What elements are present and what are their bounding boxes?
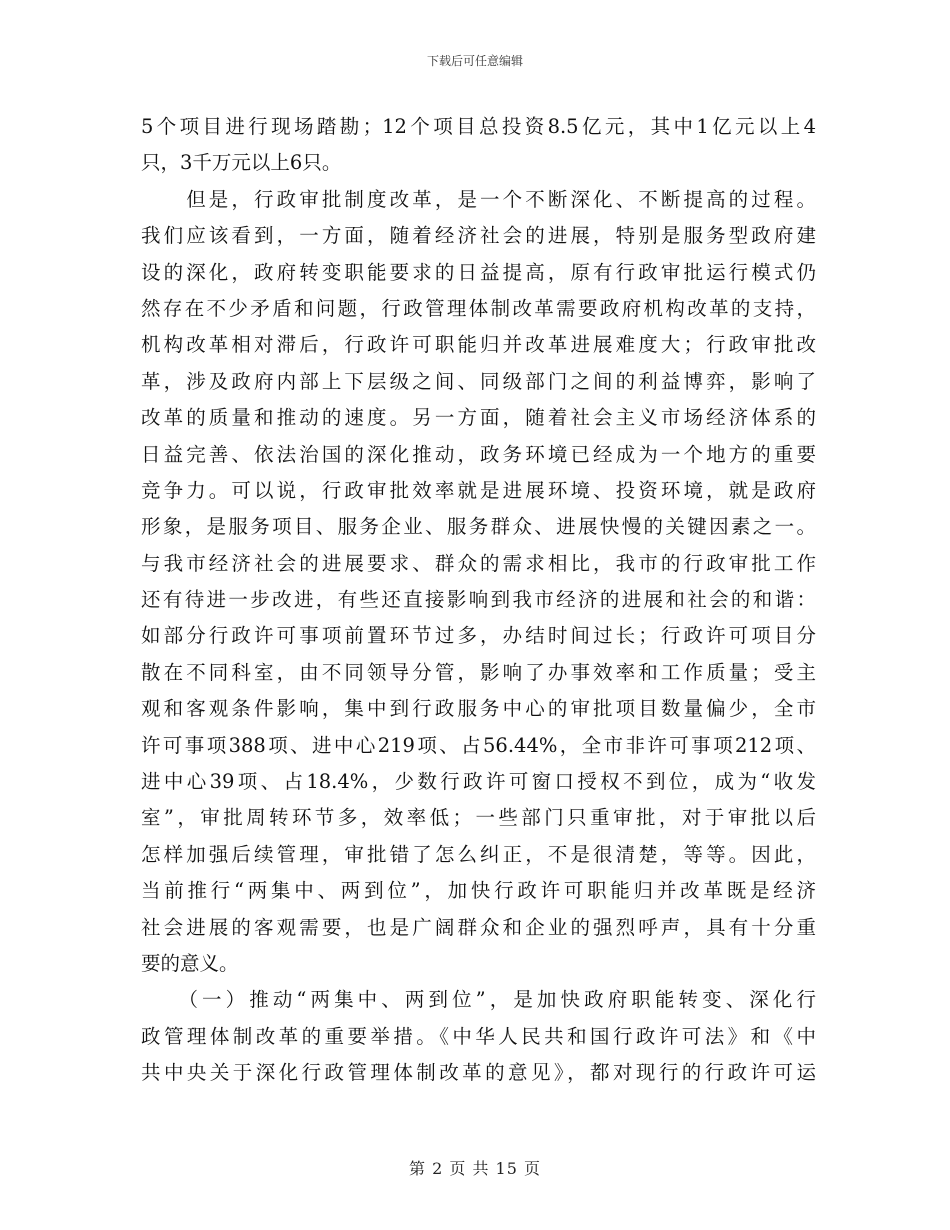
text-line: 5个项目进行现场踏勘；12个项目总投资8.5亿元，其中1亿元以上4 (141, 115, 816, 138)
text-line: 观和客观条件影响，集中到行政服务中心的审批项目数量偏少，全市 (141, 697, 816, 721)
text-line: 设的深化，政府转变职能要求的日益提高，原有行政审批运行模式仍 (141, 260, 816, 284)
text-line: 只，3千万元以上6只。 (141, 151, 342, 175)
text-line: 改革的质量和推动的速度。另一方面，随着社会主义市场经济体系的 (141, 406, 816, 430)
text-line: 竞争力。可以说，行政审批效率就是进展环境、投资环境，就是政府 (141, 478, 816, 502)
body-text (141, 109, 816, 1092)
text-line: 共中央关于深化行政管理体制改革的意见》，都对现行的行政许可运 (141, 1061, 816, 1085)
text-line: 如部分行政许可事项前置环节过多，办结时间过长；行政许可项目分 (141, 624, 816, 648)
text-line: 怎样加强后续管理，审批错了怎么纠正，不是很清楚，等等。因此， (141, 842, 816, 866)
text-line: 但是，行政审批制度改革，是一个不断深化、不断提高的过程。 (141, 187, 816, 211)
text-line: 当前推行“两集中、两到位”，加快行政许可职能归并改革既是经济 (141, 879, 816, 903)
text-line: 我们应该看到，一方面，随着经济社会的进展，特别是服务型政府建 (141, 224, 816, 248)
text-line: 机构改革相对滞后，行政许可职能归并改革进展难度大；行政审批改 (141, 333, 816, 357)
text-line: 革，涉及政府内部上下层级之间、同级部门之间的利益博弈，影响了 (141, 369, 816, 393)
text-line: 还有待进一步改进，有些还直接影响到我市经济的进展和社会的和谐： (141, 588, 816, 612)
text-line: 进中心39项、占18.4%，少数行政许可窗口授权不到位，成为“收发 (141, 770, 816, 794)
text-line: 社会进展的客观需要，也是广阔群众和企业的强烈呼声，具有十分重 (141, 915, 816, 939)
page-header: 下载后可任意编辑 (426, 54, 523, 68)
text-line: （一）推动“两集中、两到位”，是加快政府职能转变、深化行 (141, 988, 816, 1012)
text-line: 与我市经济社会的进展要求、群众的需求相比，我市的行政审批工作 (141, 551, 816, 575)
text-line: 政管理体制改革的重要举措。《中华人民共和国行政许可法》和《中 (141, 1024, 816, 1048)
text-line: 室”，审批周转环节多，效率低；一些部门只重审批，对于审批以后 (141, 806, 816, 830)
text-line: 日益完善、依法治国的深化推动，政务环境已经成为一个地方的重要 (141, 442, 816, 466)
text-line: 要的意义。 (141, 951, 239, 975)
text-line: 许可事项388项、进中心219项、占56.44%，全市非许可事项212项、 (141, 733, 816, 757)
text-line: 然存在不少矛盾和问题，行政管理体制改革需要政府机构改革的支持， (141, 296, 816, 320)
text-line: 散在不同科室，由不同领导分管，影响了办事效率和工作质量；受主 (141, 660, 816, 684)
text-line: 形象，是服务项目、服务企业、服务群众、进展快慢的关键因素之一。 (141, 515, 816, 539)
page-footer: 第 2 页 共 15 页 (409, 1159, 541, 1178)
